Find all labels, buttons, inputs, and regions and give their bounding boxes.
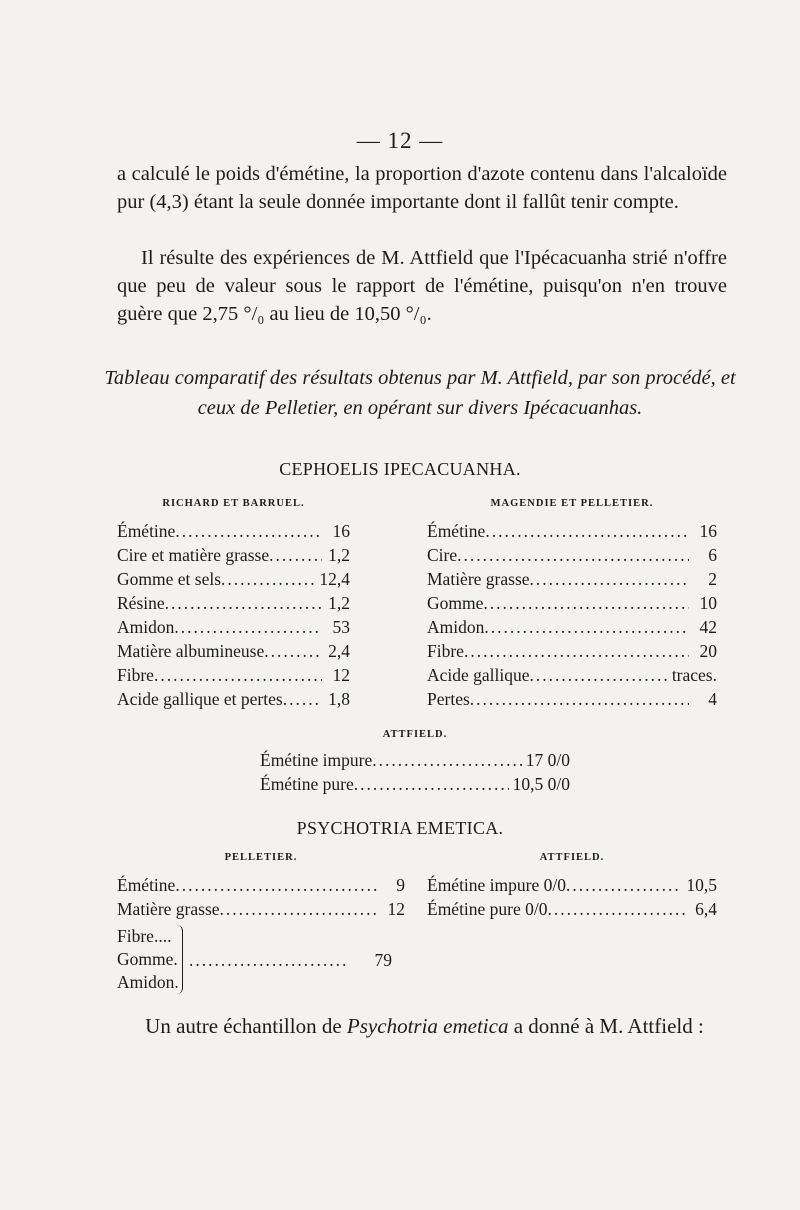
rows [117, 519, 350, 711]
row-value: 6 [708, 545, 717, 565]
row-label: Émétine impure [260, 750, 373, 770]
table-row [427, 591, 717, 615]
row-label: Acide gallique [427, 665, 530, 685]
leader-dots [548, 897, 689, 921]
table-row [117, 897, 405, 921]
leader-dots [283, 687, 322, 711]
leader-dots [530, 567, 689, 591]
row-label: Gomme et sels [117, 569, 222, 589]
row-value: 10,5 [686, 875, 717, 895]
table-row [260, 748, 570, 772]
table-attfield-1 [260, 729, 570, 796]
leader-dots [354, 772, 509, 796]
row-label: Émétine pure 0/0 [427, 899, 548, 919]
grouped-rows [117, 925, 392, 994]
table-caption: Tableau comparatif des résultats obtenus par M. Attfield, par son procédé, et ceux de Pelletier, en opérant sur divers Ipécacuanhas. [104, 367, 736, 419]
table-row [117, 639, 350, 663]
leader-dots [174, 615, 322, 639]
column-header: MAGENDIE ET PELLETIER. [490, 498, 654, 509]
paragraph-2-text: Il résulte des expériences de M. Attfield que l'Ipécacuanha strié n'offre que peu de valeur sous le rapport de l'émétine, puisqu'on n'en trouve guère que 2,75 °/₀ au lieu de 10,50 °/₀. [117, 247, 727, 325]
row-value: 1,8 [328, 689, 350, 709]
column-header: PELLETIER. [224, 852, 298, 863]
leader-dots [264, 639, 322, 663]
column-header: ATTFIELD. [382, 729, 448, 740]
section-title-cephoelis: CEPHOELIS IPECACUANHA. [279, 459, 521, 479]
table-pelletier [117, 852, 405, 921]
table-richard-barruel [117, 498, 350, 711]
row-value: 1,2 [328, 593, 350, 613]
row-label: Émétine [117, 875, 176, 895]
rows [427, 519, 717, 711]
row-value: 42 [699, 617, 717, 637]
table-row [117, 873, 405, 897]
row-label: Amidon [427, 617, 485, 637]
row-value: 10,5 0/0 [512, 774, 570, 794]
row-value: 16 [332, 521, 350, 541]
leader-dots [269, 543, 322, 567]
row-label: Acide gallique et pertes [117, 689, 283, 709]
row-value: 6,4 [695, 899, 717, 919]
leader-dots [457, 543, 689, 567]
leader-dots [566, 873, 682, 897]
row-label: Cire et matière grasse [117, 545, 270, 565]
table-row [427, 567, 717, 591]
leader-dots [485, 519, 689, 543]
row-value: 9 [396, 875, 405, 895]
row-value: 12,4 [319, 569, 350, 589]
table-row [117, 663, 350, 687]
row-value: traces. [671, 665, 717, 685]
row-value: 10 [699, 593, 717, 613]
row-value: 2,4 [328, 641, 350, 661]
row-value: 53 [332, 617, 350, 637]
row-value: 12 [387, 899, 405, 919]
table-magendie-pelletier [427, 498, 717, 711]
table-row [427, 873, 717, 897]
row-value: 17 0/0 [525, 750, 570, 770]
rows [427, 873, 717, 921]
paragraph-2 [117, 244, 727, 328]
table-row [427, 615, 717, 639]
table-row [117, 567, 350, 591]
leader-dots [220, 897, 377, 921]
table-row [427, 687, 717, 711]
table-row [427, 543, 717, 567]
leader-dots [175, 873, 377, 897]
table-row [427, 639, 717, 663]
column-header: ATTFIELD. [539, 852, 605, 863]
leader-dots [165, 591, 322, 615]
row-label: Matière grasse [117, 899, 220, 919]
table-row [117, 519, 350, 543]
leader-dots [175, 519, 322, 543]
table-row [117, 615, 350, 639]
final-line-after: a donné à M. Attfield : [508, 1014, 704, 1038]
row-value: 2 [708, 569, 717, 589]
paragraph-1: a calculé le poids d'émétine, la proportion d'azote contenu dans l'alcaloïde pur (4,3) étant la seule donnée importante dont il fallût tenir compte. [117, 163, 727, 213]
row-value: 16 [699, 521, 717, 541]
rows [260, 748, 570, 796]
table-row [427, 519, 717, 543]
page-number: — 12 — [356, 128, 444, 153]
leader-dots [221, 567, 315, 591]
table-row [117, 687, 350, 711]
table-row [427, 663, 717, 687]
bracket-labels [117, 925, 183, 994]
row-value: 12 [332, 665, 350, 685]
row-label: Matière grasse [427, 569, 530, 589]
row-label: Cire [427, 545, 458, 565]
row-label: Résine [117, 593, 165, 613]
grouped-value: 79 [374, 950, 392, 970]
table-row [260, 772, 570, 796]
table-row [117, 591, 350, 615]
row-label: Fibre [117, 665, 154, 685]
group-label: Gomme. [117, 949, 178, 969]
rows [117, 873, 405, 921]
leader-dots [470, 687, 689, 711]
row-label: Amidon [117, 617, 175, 637]
group-label: Fibre.... [117, 926, 172, 946]
column-header: RICHARD ET BARRUEL. [162, 498, 305, 509]
row-label: Pertes [427, 689, 470, 709]
row-value: 4 [708, 689, 717, 709]
row-label: Émétine [427, 521, 486, 541]
final-line [117, 1012, 732, 1040]
leader-dots [154, 663, 322, 687]
row-label: Émétine impure 0/0 [427, 875, 566, 895]
row-label: Émétine pure [260, 774, 354, 794]
row-value: 1,2 [328, 545, 350, 565]
table-row [117, 543, 350, 567]
section-title-psychotria: PSYCHOTRIA EMETICA. [296, 818, 504, 838]
row-label: Émétine [117, 521, 176, 541]
row-value: 20 [699, 641, 717, 661]
leader-dots [484, 615, 689, 639]
leader-dots [464, 639, 689, 663]
final-line-italic: Psychotria emetica [346, 1014, 509, 1038]
grouped-value-row [189, 948, 392, 972]
row-label: Gomme [427, 593, 484, 613]
row-label: Fibre [427, 641, 464, 661]
row-label: Matière albumineuse [117, 641, 265, 661]
leader-dots [483, 591, 689, 615]
table-attfield-2 [427, 852, 717, 921]
leader-dots [530, 663, 668, 687]
table-row [427, 897, 717, 921]
leader-dots [372, 748, 521, 772]
final-line-before: Un autre échantillon de [145, 1014, 347, 1038]
leader-dots [189, 948, 348, 972]
group-label: Amidon. [117, 972, 179, 992]
